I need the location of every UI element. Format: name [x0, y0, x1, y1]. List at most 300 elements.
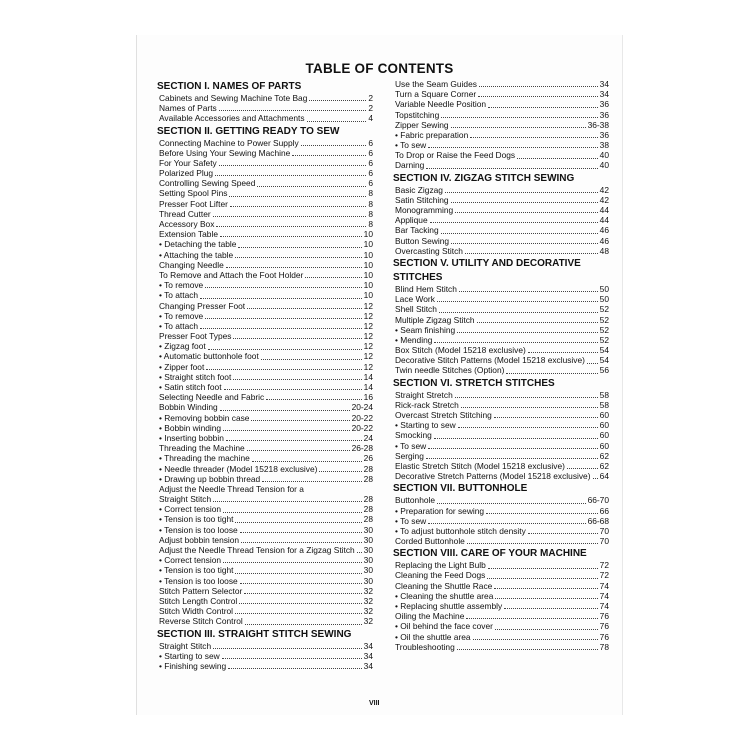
toc-left-column	[157, 79, 373, 671]
toc-entry-page: 76	[599, 621, 609, 632]
toc-entry-label: Changing Presser Foot	[159, 300, 246, 311]
toc-entry-page: 42	[599, 184, 609, 195]
toc-entry-page: 8	[368, 198, 373, 209]
dot-leader	[240, 532, 362, 533]
toc-entry-page: 30	[363, 524, 373, 535]
toc-entry-page: 28	[363, 494, 373, 505]
toc-entry[interactable]	[159, 321, 373, 331]
dot-leader	[235, 257, 361, 258]
toc-entry-page: 12	[363, 300, 373, 311]
toc-entry-page: 32	[363, 616, 373, 627]
page-number: VIII	[369, 700, 380, 707]
toc-entry-label: • Automatic buttonhole foot	[159, 351, 259, 362]
dot-leader	[228, 668, 362, 669]
toc-entry-label: • Needle threader (Model 15218 exclusive)	[159, 463, 318, 474]
toc-entry-label: Serging	[395, 450, 424, 461]
toc-entry[interactable]	[159, 352, 373, 362]
toc-entry[interactable]	[159, 301, 373, 311]
toc-entry[interactable]	[159, 515, 373, 525]
toc-entry-label: Basic Zigzag	[395, 184, 443, 195]
dot-leader	[439, 312, 598, 313]
toc-entry-page: 48	[599, 245, 609, 256]
toc-entry-label: Turn a Square Corner	[395, 89, 477, 100]
toc-entry-label: • Detaching the table	[159, 239, 237, 250]
toc-entry[interactable]	[159, 555, 373, 565]
toc-entry-page: 76	[599, 631, 609, 642]
toc-entry[interactable]	[395, 601, 609, 611]
dot-leader	[495, 598, 597, 599]
dot-leader	[215, 175, 366, 176]
toc-entry[interactable]	[395, 571, 609, 581]
dot-leader	[216, 226, 366, 227]
toc-entry-page: 44	[599, 215, 609, 226]
toc-entry-label: • Inserting bobbin	[159, 432, 224, 443]
toc-entry[interactable]	[395, 366, 609, 376]
dot-leader	[223, 430, 350, 431]
dot-leader	[428, 523, 585, 524]
toc-entry-label: Rick-rack Stretch	[395, 399, 459, 410]
toc-entry[interactable]	[159, 158, 373, 168]
toc-entry-page: 66-70	[587, 495, 609, 506]
toc-entry-page: 30	[363, 534, 373, 545]
toc-entry-label: Button Sewing	[395, 235, 450, 246]
toc-entry-label: Adjust the Needle Thread Tension for a Zigzag Stitch	[159, 545, 355, 556]
toc-entry[interactable]	[395, 632, 609, 642]
toc-entry-label: • Zigzag foot	[159, 341, 206, 352]
toc-entry-label: For Your Safety	[159, 157, 217, 168]
dot-leader	[226, 267, 362, 268]
toc-entry-label: • To sew	[395, 140, 427, 151]
toc-entry[interactable]	[395, 185, 609, 195]
toc-entry-page: 34	[363, 650, 373, 661]
dot-leader	[213, 501, 362, 502]
toc-entry[interactable]	[159, 661, 373, 671]
toc-entry[interactable]	[159, 402, 373, 412]
toc-entry[interactable]	[395, 495, 609, 505]
toc-entry[interactable]	[159, 280, 373, 290]
toc-entry[interactable]	[159, 413, 373, 423]
toc-entry-page: 46	[599, 235, 609, 246]
toc-entry-page: 14	[363, 371, 373, 382]
toc-entry-label: Decorative Stretch Patterns (Model 15218 exclusive)	[395, 471, 591, 482]
toc-entry[interactable]	[395, 410, 609, 420]
dot-leader	[241, 542, 362, 543]
toc-entry[interactable]	[159, 270, 373, 280]
toc-entry[interactable]	[395, 89, 609, 99]
toc-entry[interactable]	[395, 304, 609, 314]
toc-entry[interactable]	[159, 138, 373, 148]
toc-entry-label: Applique	[395, 215, 428, 226]
toc-entry[interactable]	[159, 443, 373, 453]
toc-entry[interactable]	[395, 420, 609, 430]
toc-entry[interactable]	[395, 536, 609, 546]
toc-entry-page: 4	[368, 113, 373, 124]
toc-entry-label: Twin needle Stitches (Option)	[395, 365, 505, 376]
dot-leader	[220, 236, 362, 237]
dot-leader	[430, 222, 598, 223]
dot-leader	[467, 543, 598, 544]
dot-leader	[473, 639, 598, 640]
toc-entry[interactable]	[159, 148, 373, 158]
toc-entry-label: • Preparation for sewing	[395, 505, 485, 516]
toc-entry[interactable]	[159, 504, 373, 514]
toc-entry-label: Shell Stitch	[395, 304, 437, 315]
toc-entry-label: Bobbin Winding	[159, 402, 218, 413]
toc-entry[interactable]	[159, 199, 373, 209]
toc-entry[interactable]	[395, 215, 609, 225]
toc-entry-label: Cabinets and Sewing Machine Tote Bag	[159, 92, 308, 103]
dot-leader	[205, 318, 361, 319]
dot-leader	[206, 369, 361, 370]
toc-entry[interactable]	[159, 311, 373, 321]
toc-entry[interactable]	[395, 284, 609, 294]
dot-leader	[230, 206, 366, 207]
section-heading: SECTION IV. ZIGZAG STITCH SEWING	[393, 172, 575, 184]
toc-entry-label: Presser Foot Types	[159, 331, 232, 342]
toc-entry[interactable]	[395, 236, 609, 246]
dot-leader	[251, 420, 349, 421]
toc-entry-page: 28	[363, 504, 373, 515]
toc-entry-page: 26-28	[351, 443, 373, 454]
toc-entry-label: • Removing bobbin case	[159, 412, 250, 423]
toc-entry[interactable]	[395, 79, 609, 89]
toc-entry-page: 28	[363, 514, 373, 525]
toc-entry-label: • Attaching the table	[159, 249, 234, 260]
dot-leader	[292, 155, 366, 156]
toc-entry[interactable]	[395, 400, 609, 410]
toc-entry[interactable]	[159, 651, 373, 661]
dot-leader	[457, 332, 597, 333]
dot-leader	[445, 192, 598, 193]
toc-entry-label: • To attach	[159, 320, 199, 331]
toc-entry-label: Straight Stretch	[395, 389, 453, 400]
dot-leader	[307, 121, 367, 122]
dot-leader	[477, 322, 598, 323]
toc-entry-label: • Drawing up bobbin thread	[159, 473, 261, 484]
toc-entry[interactable]	[159, 382, 373, 392]
toc-entry[interactable]	[395, 621, 609, 631]
toc-entry-label: • Oil behind the face cover	[395, 621, 493, 632]
toc-entry-page: 60	[599, 410, 609, 421]
toc-entry[interactable]	[395, 461, 609, 471]
toc-entry-page: 60	[599, 420, 609, 431]
toc-entry-page: 72	[599, 560, 609, 571]
toc-entry-page: 76	[599, 611, 609, 622]
toc-entry[interactable]	[395, 526, 609, 536]
toc-entry-page: 72	[599, 570, 609, 581]
dot-leader	[528, 533, 598, 534]
toc-entry-label: • Replacing shuttle assembly	[395, 601, 503, 612]
toc-entry-page: 10	[363, 269, 373, 280]
toc-entry-label: • Straight stitch foot	[159, 371, 232, 382]
toc-entry-label: Stitch Width Control	[159, 606, 234, 617]
toc-entry-label: Cleaning the Feed Dogs	[395, 570, 486, 581]
toc-entry[interactable]	[159, 372, 373, 382]
toc-right-column	[393, 79, 609, 652]
toc-entry-label: • Correct tension	[159, 555, 222, 566]
toc-entry[interactable]	[395, 345, 609, 355]
toc-entry[interactable]	[159, 229, 373, 239]
toc-entry-page: 50	[599, 294, 609, 305]
toc-entry[interactable]	[395, 471, 609, 481]
toc-entry-page: 36	[599, 99, 609, 110]
toc-entry[interactable]	[159, 494, 373, 504]
dot-leader	[455, 212, 597, 213]
dot-leader	[494, 417, 598, 418]
dot-leader	[305, 277, 361, 278]
toc-entry[interactable]	[395, 611, 609, 621]
toc-entry[interactable]	[159, 474, 373, 484]
section-heading: SECTION V. UTILITY AND DECORATIVE	[393, 258, 581, 269]
toc-entry[interactable]	[395, 150, 609, 160]
toc-entry[interactable]	[395, 110, 609, 120]
toc-entry-page: 2	[368, 92, 373, 103]
toc-entry-page: 8	[368, 188, 373, 199]
toc-entry-page: 30	[363, 575, 373, 586]
dot-leader	[247, 450, 350, 451]
dot-leader	[223, 512, 362, 513]
toc-entry-page: 64	[599, 471, 609, 482]
toc-entry[interactable]	[395, 99, 609, 109]
dot-leader	[357, 552, 362, 553]
toc-entry-label: • Starting to sew	[159, 650, 220, 661]
toc-entry-page: 60	[599, 440, 609, 451]
toc-entry[interactable]	[395, 294, 609, 304]
toc-entry[interactable]	[159, 464, 373, 474]
toc-entry[interactable]	[159, 341, 373, 351]
dot-leader	[200, 328, 362, 329]
toc-entry[interactable]	[159, 103, 373, 113]
toc-entry-label: • To remove	[159, 280, 204, 291]
toc-entry[interactable]	[395, 315, 609, 325]
toc-entry[interactable]	[395, 591, 609, 601]
toc-entry[interactable]	[159, 362, 373, 372]
toc-entry-page: 26	[363, 453, 373, 464]
toc-entry-page: 6	[368, 178, 373, 189]
dot-leader	[458, 427, 598, 428]
dot-leader	[223, 562, 362, 563]
toc-entry-page: 12	[363, 310, 373, 321]
toc-entry[interactable]	[395, 506, 609, 516]
dot-leader	[252, 461, 362, 462]
toc-entry[interactable]	[159, 392, 373, 402]
toc-entry-page: 78	[599, 641, 609, 652]
toc-entry-page: 58	[599, 399, 609, 410]
toc-entry-page: 34	[363, 660, 373, 671]
dot-leader	[219, 110, 367, 111]
toc-entry[interactable]	[159, 641, 373, 651]
dot-leader	[261, 359, 362, 360]
dot-leader	[457, 649, 598, 650]
toc-entry[interactable]	[395, 335, 609, 345]
toc-entry-page: 12	[363, 320, 373, 331]
toc-entry[interactable]	[395, 390, 609, 400]
toc-entry[interactable]	[159, 576, 373, 586]
toc-entry[interactable]	[159, 113, 373, 123]
toc-entry-label: Zipper Sewing	[395, 119, 449, 130]
toc-entry-label: Names of Parts	[159, 103, 217, 114]
dot-leader	[428, 448, 598, 449]
dot-leader	[319, 471, 361, 472]
dot-leader	[426, 458, 598, 459]
dot-leader	[222, 658, 362, 659]
toc-entry-label: To Drop or Raise the Feed Dogs	[395, 150, 516, 161]
toc-entry-page: 28	[363, 463, 373, 474]
dot-leader	[200, 298, 362, 299]
toc-entry[interactable]	[159, 219, 373, 229]
toc-entry-page: 8	[368, 208, 373, 219]
toc-entry[interactable]	[395, 140, 609, 150]
toc-entry-label: • Oil the shuttle area	[395, 631, 471, 642]
toc-entry-label: Changing Needle	[159, 259, 224, 270]
toc-entry[interactable]	[395, 195, 609, 205]
toc-entry[interactable]	[159, 484, 373, 494]
toc-entry-page: 20-22	[351, 412, 373, 423]
toc-entry[interactable]	[395, 581, 609, 591]
toc-entry[interactable]	[159, 178, 373, 188]
toc-entry[interactable]	[159, 545, 373, 555]
toc-entry-page: 14	[363, 382, 373, 393]
toc-entry-page: 6	[368, 137, 373, 148]
toc-entry[interactable]	[159, 290, 373, 300]
dot-leader	[309, 100, 366, 101]
dot-leader	[229, 196, 366, 197]
toc-entry-label: Extension Table	[159, 229, 218, 240]
dot-leader	[426, 168, 597, 169]
dot-leader	[587, 363, 598, 364]
dot-leader	[487, 578, 597, 579]
toc-entry[interactable]	[159, 616, 373, 626]
dot-leader	[517, 158, 598, 159]
dot-leader	[486, 513, 598, 514]
dot-leader	[428, 147, 598, 148]
toc-entry[interactable]	[159, 596, 373, 606]
toc-entry-page: 42	[599, 194, 609, 205]
toc-entry[interactable]	[159, 93, 373, 103]
page-title: TABLE OF CONTENTS	[305, 61, 454, 76]
toc-entry-page: 44	[599, 205, 609, 216]
toc-entry[interactable]	[395, 430, 609, 440]
toc-entry-label: Before Using Your Sewing Machine	[159, 147, 291, 158]
toc-entry[interactable]	[159, 209, 373, 219]
toc-entry[interactable]	[159, 535, 373, 545]
toc-entry[interactable]	[159, 525, 373, 535]
toc-entry-label: • To sew	[395, 515, 427, 526]
toc-entry[interactable]	[395, 225, 609, 235]
toc-entry-page: 8	[368, 219, 373, 230]
dot-leader	[441, 233, 598, 234]
toc-entry-label: Controlling Sewing Speed	[159, 178, 256, 189]
toc-entry-page: 58	[599, 389, 609, 400]
toc-entry-label: Smocking	[395, 430, 432, 441]
toc-entry[interactable]	[395, 516, 609, 526]
toc-entry-page: 60	[599, 430, 609, 441]
toc-entry[interactable]	[159, 433, 373, 443]
dot-leader	[495, 629, 598, 630]
dot-leader	[451, 243, 598, 244]
section-heading: SECTION VII. BUTTONHOLE	[393, 483, 528, 495]
toc-entry-label: • To adjust buttonhole stitch density	[395, 525, 526, 536]
dot-leader	[459, 291, 598, 292]
toc-entry[interactable]	[395, 246, 609, 256]
toc-entry-page: 54	[599, 355, 609, 366]
dot-leader	[434, 342, 597, 343]
document-page	[136, 35, 623, 715]
toc-entry[interactable]	[159, 331, 373, 341]
toc-entry[interactable]	[159, 423, 373, 433]
toc-entry-label: • Tension is too loose	[159, 524, 238, 535]
toc-entry[interactable]	[159, 239, 373, 249]
toc-entry-page: 36-38	[587, 119, 609, 130]
toc-entry[interactable]	[159, 453, 373, 463]
dot-leader	[455, 397, 598, 398]
dot-leader	[461, 407, 598, 408]
toc-entry-label: • Zipper foot	[159, 361, 205, 372]
toc-entry-page: 54	[599, 345, 609, 356]
toc-entry-label: Adjust the Needle Thread Tension for a	[159, 483, 304, 494]
section-heading: SECTION II. GETTING READY TO SEW	[157, 125, 340, 137]
dot-leader	[233, 379, 361, 380]
toc-entry[interactable]	[395, 355, 609, 365]
toc-entry[interactable]	[159, 565, 373, 575]
toc-entry[interactable]	[395, 560, 609, 570]
dot-leader	[478, 96, 598, 97]
toc-entry[interactable]	[159, 606, 373, 616]
toc-entry-page: 12	[363, 351, 373, 362]
toc-entry[interactable]	[159, 586, 373, 596]
toc-entry[interactable]	[395, 325, 609, 335]
toc-entry-page: 40	[599, 150, 609, 161]
toc-entry[interactable]	[159, 250, 373, 260]
dot-leader	[266, 399, 361, 400]
dot-leader	[441, 117, 597, 118]
toc-entry-label: Accessory Box	[159, 219, 215, 230]
dot-leader	[239, 603, 361, 604]
dot-leader	[437, 503, 586, 504]
toc-entry-page: 66-68	[587, 515, 609, 526]
toc-entry-page: 10	[363, 229, 373, 240]
toc-entry[interactable]	[395, 451, 609, 461]
toc-entry[interactable]	[395, 441, 609, 451]
toc-entry[interactable]	[159, 260, 373, 270]
toc-entry[interactable]	[395, 130, 609, 140]
toc-entry-page: 50	[599, 283, 609, 294]
toc-entry[interactable]	[159, 189, 373, 199]
dot-leader	[465, 253, 598, 254]
toc-entry-page: 74	[599, 580, 609, 591]
toc-entry[interactable]	[395, 161, 609, 171]
toc-entry-page: 2	[368, 103, 373, 114]
toc-entry[interactable]	[159, 168, 373, 178]
section-heading: SECTION VI. STRETCH STITCHES	[393, 377, 555, 389]
toc-entry-page: 6	[368, 147, 373, 158]
dot-leader	[470, 137, 597, 138]
section-heading: SECTION VIII. CARE OF YOUR MACHINE	[393, 548, 587, 560]
toc-entry[interactable]	[395, 120, 609, 130]
toc-entry-page: 28	[363, 473, 373, 484]
dot-leader	[567, 468, 598, 469]
toc-entry-label: • Satin stitch foot	[159, 382, 222, 393]
toc-entry-label: Darning	[395, 160, 425, 171]
dot-leader	[233, 338, 361, 339]
toc-entry-page: 30	[363, 565, 373, 576]
dot-leader	[528, 352, 598, 353]
toc-entry-label: Cleaning the Shuttle Race	[395, 580, 493, 591]
toc-entry[interactable]	[395, 642, 609, 652]
dot-leader	[220, 410, 350, 411]
toc-entry-page: 20-22	[351, 422, 373, 433]
toc-entry[interactable]	[395, 205, 609, 215]
